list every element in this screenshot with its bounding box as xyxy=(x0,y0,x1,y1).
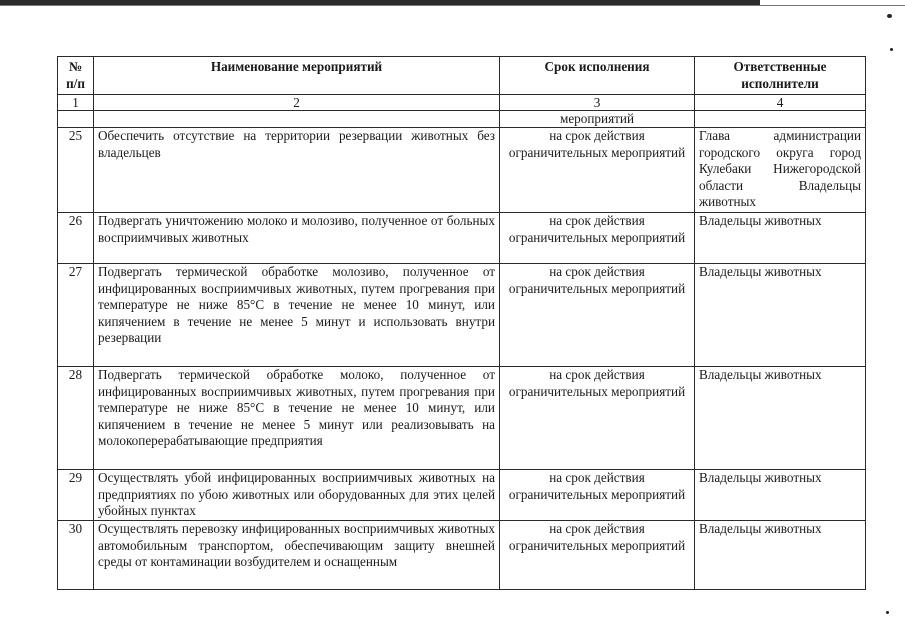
table-row xyxy=(58,521,866,590)
table-row xyxy=(58,128,866,213)
header-term: Срок исполнения xyxy=(500,57,695,95)
continuation-resp xyxy=(695,111,866,128)
row-number: 30 xyxy=(58,521,94,590)
measure-responsible: Владельцы животных xyxy=(695,367,866,470)
scan-speck xyxy=(887,14,892,18)
header-num: № п/п xyxy=(58,57,94,95)
measure-name: Подвергать термической обработке молозиво, полученное от инфицированных восприимчивых животных, путем прогревания при температуре не ниже 85°С в течение не менее 10 минут, или кипячением в течение не менее 5 минут и использовать внутри резервации xyxy=(94,264,500,367)
measure-term: на срок действия ограничительных мероприятий xyxy=(500,213,695,264)
measure-name: Подвергать уничтожению молоко и молозиво, полученное от больных восприимчивых животных xyxy=(94,213,500,264)
table-row xyxy=(58,470,866,521)
scan-speck xyxy=(890,48,893,51)
column-number-row xyxy=(58,95,866,111)
header-responsible: Ответственные исполнители xyxy=(695,57,866,95)
table-row xyxy=(58,264,866,367)
column-number: 3 xyxy=(500,95,695,111)
measure-term: на срок действия ограничительных мероприятий xyxy=(500,367,695,470)
continuation-term: мероприятий xyxy=(500,111,695,128)
continuation-row xyxy=(58,111,866,128)
row-number: 26 xyxy=(58,213,94,264)
continuation-name xyxy=(94,111,500,128)
measure-responsible: Владельцы животных xyxy=(695,521,866,590)
row-number: 29 xyxy=(58,470,94,521)
measure-responsible: Владельцы животных xyxy=(695,213,866,264)
measure-term: на срок действия ограничительных мероприятий xyxy=(500,128,695,213)
column-number: 2 xyxy=(94,95,500,111)
row-number: 28 xyxy=(58,367,94,470)
scan-edge-line xyxy=(0,5,905,6)
measure-name: Осуществлять перевозку инфицированных восприимчивых животных автомобильным транспортом, обеспечивающим защиту внешней среды от контаминации возбудителем и оснащенным xyxy=(94,521,500,590)
measure-name: Обеспечить отсутствие на территории резервации животных без владельцев xyxy=(94,128,500,213)
table-row xyxy=(58,367,866,470)
measure-responsible: Владельцы животных xyxy=(695,264,866,367)
table-row xyxy=(58,213,866,264)
measure-name: Подвергать термической обработке молоко, полученное от инфицированных восприимчивых животных, путем прогревания при температуре не ниже 85°С в течение не менее 10 минут, или кипячением в течение не менее 5 минут или реализовывать на молокоперерабатывающие предприятия xyxy=(94,367,500,470)
table-header-row xyxy=(58,57,866,95)
column-number: 1 xyxy=(58,95,94,111)
scan-speck xyxy=(886,611,889,614)
continuation-num xyxy=(58,111,94,128)
measures-table xyxy=(57,56,866,590)
measure-term: на срок действия ограничительных мероприятий xyxy=(500,470,695,521)
header-name: Наименование мероприятий xyxy=(94,57,500,95)
row-number: 25 xyxy=(58,128,94,213)
measure-name: Осуществлять убой инфицированных восприимчивых животных на предприятиях по убою животных или оборудованных для этих целей убойных пунктах xyxy=(94,470,500,521)
row-number: 27 xyxy=(58,264,94,367)
column-number: 4 xyxy=(695,95,866,111)
measure-term: на срок действия ограничительных мероприятий xyxy=(500,264,695,367)
measure-responsible: Владельцы животных xyxy=(695,470,866,521)
measure-responsible: Глава администрации городского округа город Кулебаки Нижегородской области Владельцы животных xyxy=(695,128,866,213)
measure-term: на срок действия ограничительных мероприятий xyxy=(500,521,695,590)
